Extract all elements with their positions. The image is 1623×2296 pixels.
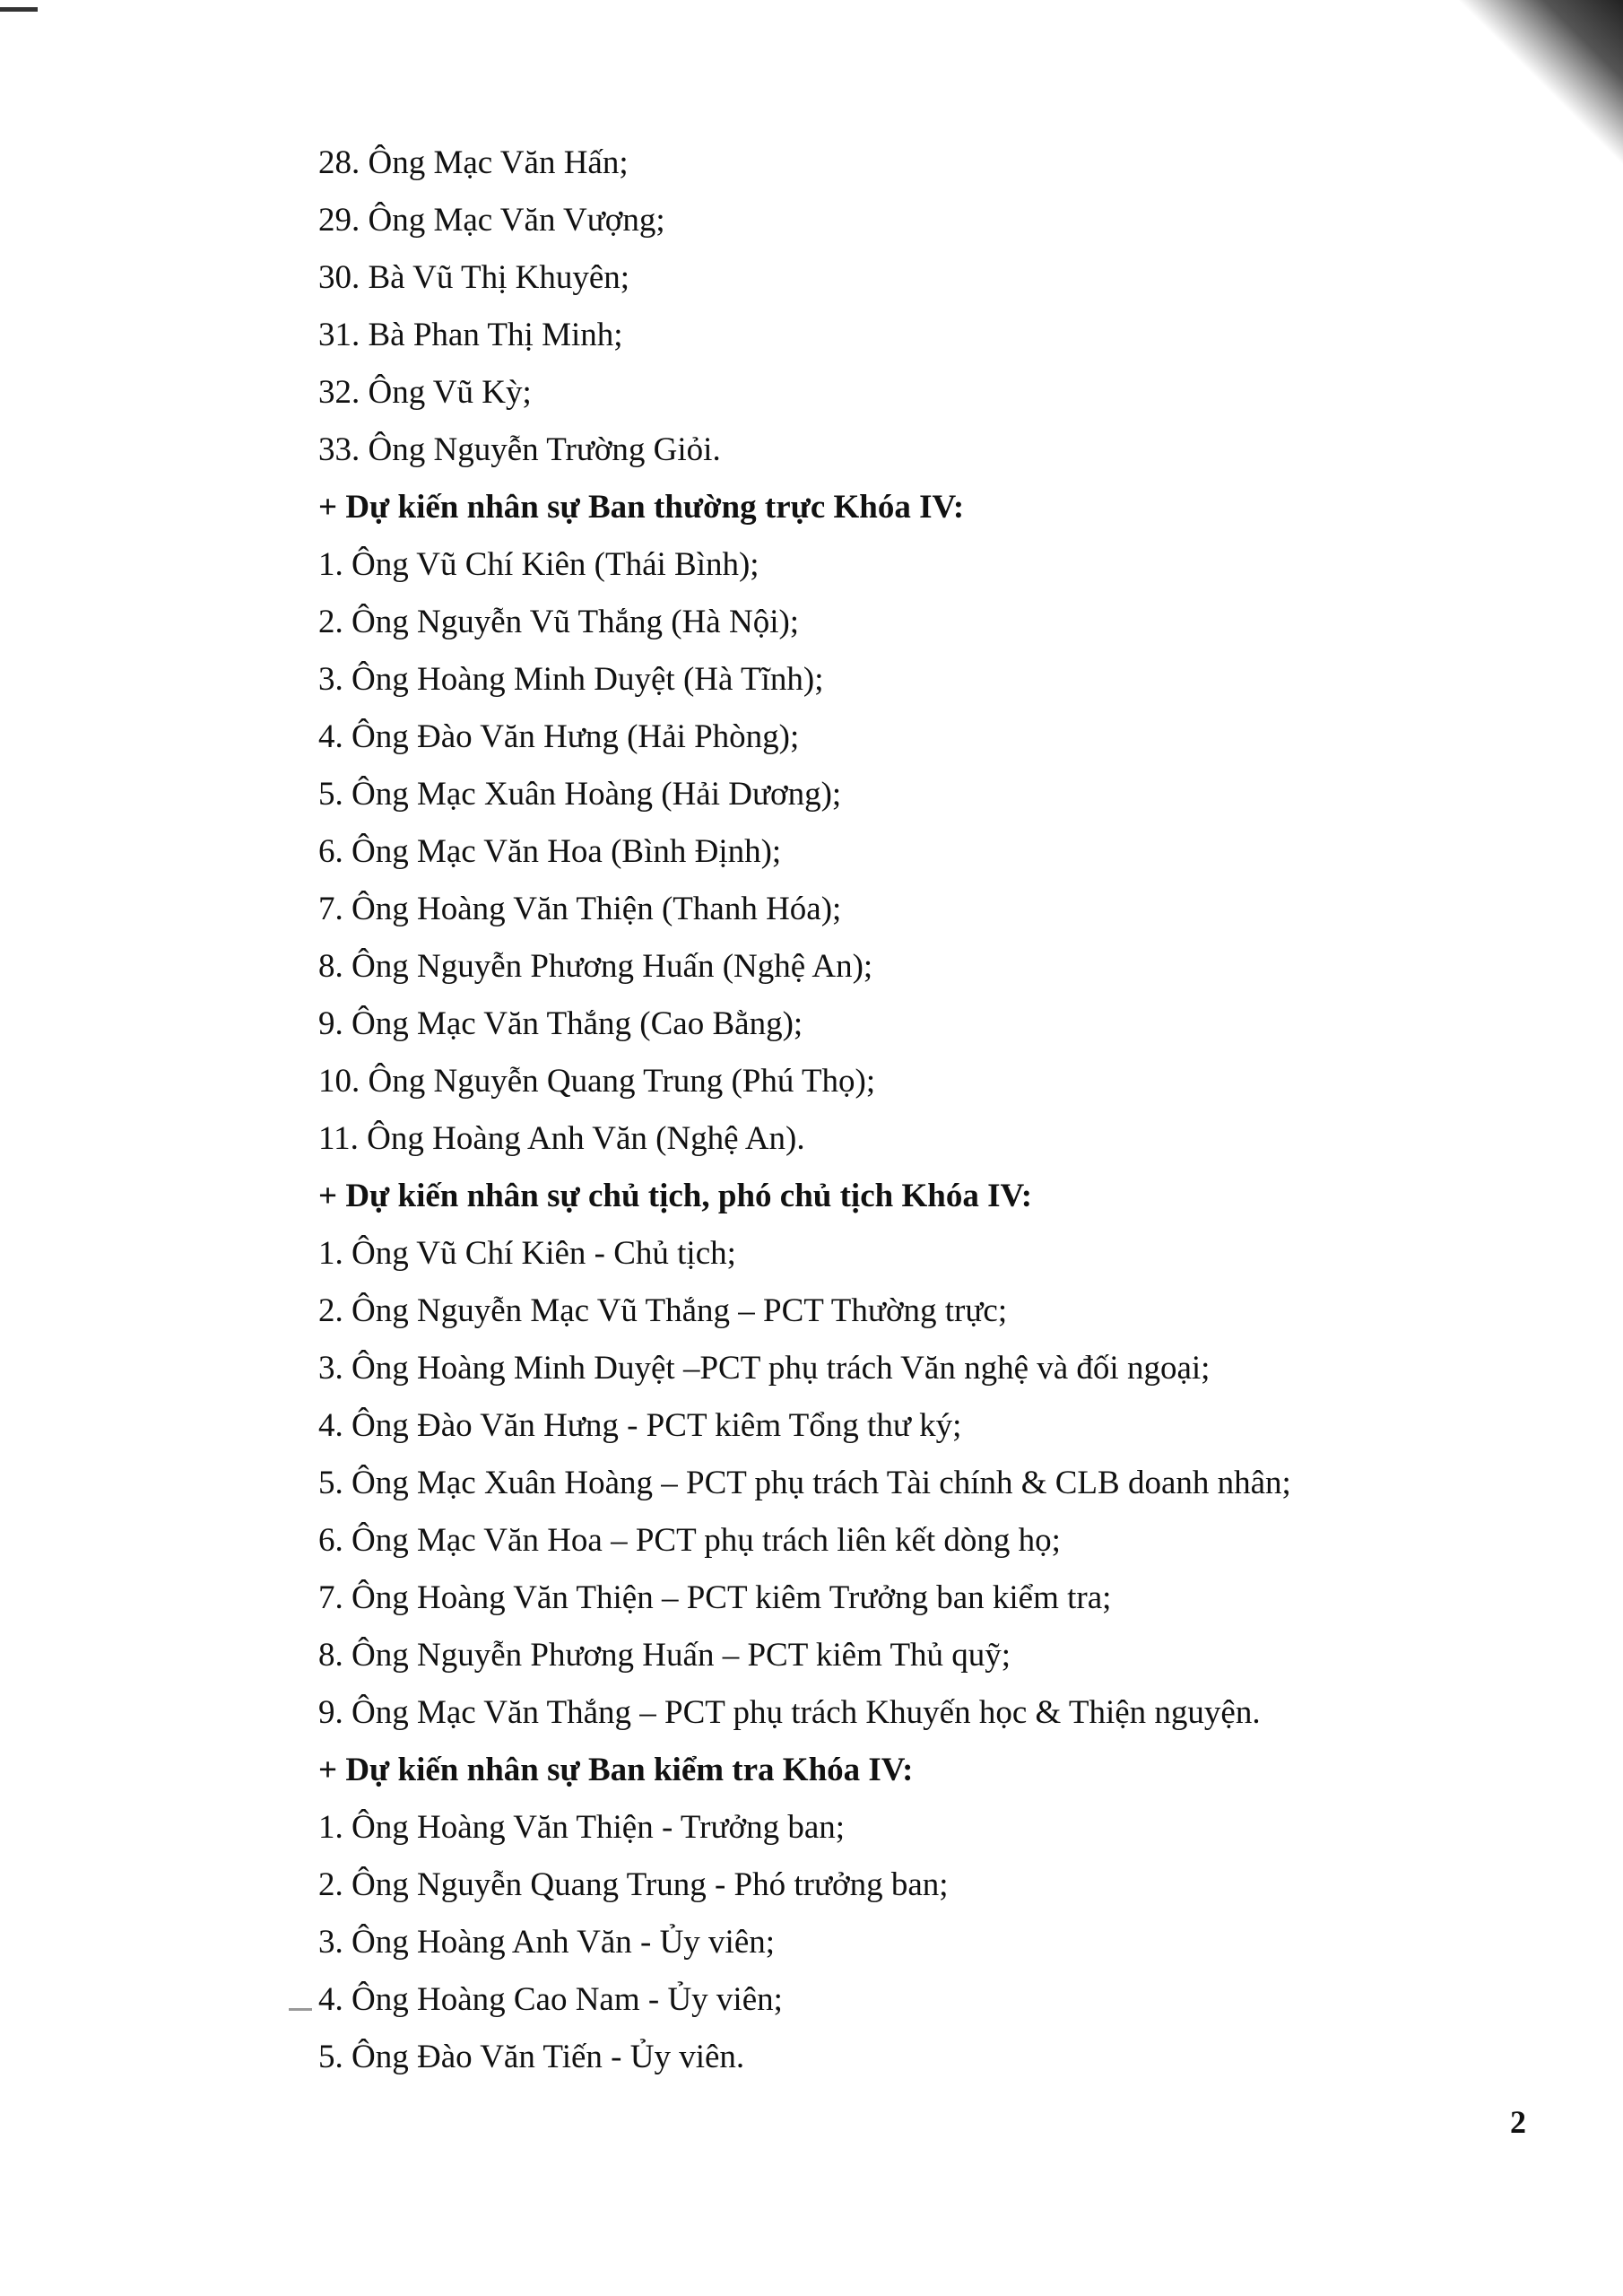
list-item: 32. Ông Vũ Kỳ;	[318, 374, 532, 411]
section-heading: + Dự kiến nhân sự Ban thường trực Khóa IV:	[318, 489, 965, 526]
list-item: 2. Ông Nguyễn Vũ Thắng (Hà Nội);	[318, 604, 800, 640]
scan-corner-shadow	[1444, 0, 1623, 179]
list-item: 7. Ông Hoàng Văn Thiện – PCT kiêm Trưởng ban kiểm tra;	[318, 1579, 1112, 1616]
list-item: 8. Ông Nguyễn Phương Huấn – PCT kiêm Thủ quỹ;	[318, 1637, 1011, 1674]
list-item: 31. Bà Phan Thị Minh;	[318, 317, 623, 353]
list-item: 1. Ông Vũ Chí Kiên (Thái Bình);	[318, 546, 759, 583]
list-item: 9. Ông Mạc Văn Thắng (Cao Bằng);	[318, 1005, 803, 1042]
section-heading: + Dự kiến nhân sự chủ tịch, phó chủ tịch Khóa IV:	[318, 1178, 1033, 1214]
list-item: 3. Ông Hoàng Minh Duyệt –PCT phụ trách Văn nghệ và đối ngoại;	[318, 1350, 1211, 1387]
list-item: 1. Ông Vũ Chí Kiên - Chủ tịch;	[318, 1235, 736, 1272]
section-heading: + Dự kiến nhân sự Ban kiểm tra Khóa IV:	[318, 1752, 914, 1788]
list-item: 5. Ông Mạc Xuân Hoàng – PCT phụ trách Tài chính & CLB doanh nhân;	[318, 1465, 1291, 1501]
list-item: 10. Ông Nguyễn Quang Trung (Phú Thọ);	[318, 1063, 876, 1100]
list-item: 5. Ông Mạc Xuân Hoàng (Hải Dương);	[318, 776, 842, 813]
list-item: 2. Ông Nguyễn Quang Trung - Phó trưởng ban;	[318, 1866, 949, 1903]
list-item: 2. Ông Nguyễn Mạc Vũ Thắng – PCT Thường trực;	[318, 1292, 1008, 1329]
list-item: 4. Ông Đào Văn Hưng - PCT kiêm Tổng thư ký;	[318, 1407, 962, 1444]
scan-dash-mark	[289, 2008, 312, 2011]
list-item: 30. Bà Vũ Thị Khuyên;	[318, 259, 630, 296]
list-item: 5. Ông Đào Văn Tiến - Ủy viên.	[318, 2039, 745, 2075]
list-item: 4. Ông Đào Văn Hưng (Hải Phòng);	[318, 718, 800, 755]
list-item: 28. Ông Mạc Văn Hấn;	[318, 144, 629, 181]
list-item: 33. Ông Nguyễn Trường Giỏi.	[318, 431, 721, 468]
list-item: 3. Ông Hoàng Minh Duyệt (Hà Tĩnh);	[318, 661, 824, 698]
list-item: 8. Ông Nguyễn Phương Huấn (Nghệ An);	[318, 948, 873, 985]
document-body	[318, 135, 1439, 2086]
scan-edge-mark	[0, 7, 38, 12]
list-item: 3. Ông Hoàng Anh Văn - Ủy viên;	[318, 1924, 776, 1961]
list-item: 11. Ông Hoàng Anh Văn (Nghệ An).	[318, 1120, 805, 1157]
list-item: 9. Ông Mạc Văn Thắng – PCT phụ trách Khuyến học & Thiện nguyện.	[318, 1694, 1261, 1731]
list-item: 6. Ông Mạc Văn Hoa – PCT phụ trách liên kết dòng họ;	[318, 1522, 1061, 1559]
list-item: 6. Ông Mạc Văn Hoa (Bình Định);	[318, 833, 782, 870]
page-number: 2	[1510, 2104, 1526, 2140]
list-item: 4. Ông Hoàng Cao Nam - Ủy viên;	[318, 1981, 783, 2018]
list-item: 29. Ông Mạc Văn Vượng;	[318, 202, 665, 239]
list-item: 7. Ông Hoàng Văn Thiện (Thanh Hóa);	[318, 891, 842, 927]
list-item: 1. Ông Hoàng Văn Thiện - Trưởng ban;	[318, 1809, 846, 1846]
